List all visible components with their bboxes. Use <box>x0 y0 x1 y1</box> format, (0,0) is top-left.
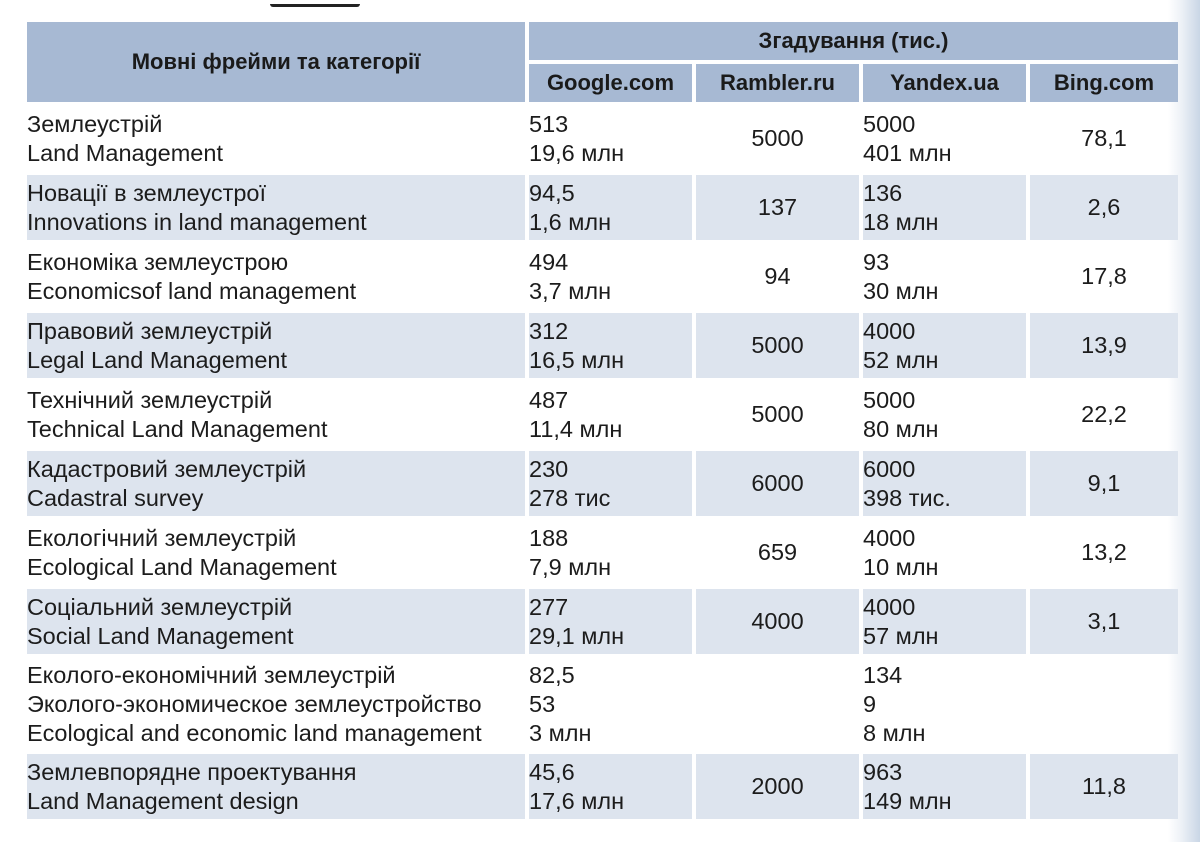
category-cell: Соціальний землеустрій Social Land Management <box>27 589 525 654</box>
rambler-cell: 659 <box>757 539 798 565</box>
category-cell: Правовий землеустрій Legal Land Management <box>27 313 525 378</box>
table-row <box>27 175 1178 240</box>
category-cell: Землевпорядне проектування Land Management design <box>27 754 525 819</box>
rambler-cell: 6000 <box>696 451 859 516</box>
table-row <box>27 520 1178 585</box>
table-row <box>27 658 1178 750</box>
google-cell: 513 19,6 млн <box>529 110 625 166</box>
table-row <box>27 451 1178 516</box>
rambler-cell: 2000 <box>696 754 859 819</box>
cropped-title-fragment <box>270 0 360 7</box>
rambler-cell: 5000 <box>751 401 804 427</box>
category-cell: Екологічний землеустрій Ecological Land Management <box>27 524 337 580</box>
category-header: Мовні фрейми та категорії <box>27 22 525 102</box>
bing-cell: 11,8 <box>1030 754 1178 819</box>
category-cell: Економіка землеустрою Economicsof land management <box>27 248 357 304</box>
table-row <box>27 106 1178 171</box>
rambler-cell: 94 <box>764 263 791 289</box>
google-cell: 82,5 53 3 млн <box>529 661 592 746</box>
table-row <box>27 313 1178 378</box>
category-cell: Технічний землеустрій Technical Land Management <box>27 386 328 442</box>
yandex-cell: 93 30 млн <box>863 248 939 304</box>
rambler-cell: 4000 <box>696 589 859 654</box>
google-cell: 312 16,5 млн <box>529 313 692 378</box>
table-row <box>27 244 1178 309</box>
table-row <box>27 589 1178 654</box>
bing-cell: 22,2 <box>1081 401 1127 427</box>
yandex-cell: 963 149 млн <box>863 754 1026 819</box>
yandex-cell: 4000 52 млн <box>863 313 1026 378</box>
category-cell: Кадастровий землеустрій Cadastral survey <box>27 451 525 516</box>
google-cell: 45,6 17,6 млн <box>529 754 692 819</box>
bing-cell: 9,1 <box>1030 451 1178 516</box>
bing-cell <box>1030 658 1178 750</box>
bing-cell: 13,9 <box>1030 313 1178 378</box>
google-cell: 230 278 тис <box>529 451 692 516</box>
google-cell: 94,5 1,6 млн <box>529 175 692 240</box>
rambler-cell <box>696 658 859 750</box>
yandex-cell: 5000 80 млн <box>863 386 939 442</box>
yandex-cell: 134 9 8 млн <box>863 661 926 746</box>
column-header-bing: Bing.com <box>1030 64 1178 102</box>
column-header-rambler: Rambler.ru <box>696 64 859 102</box>
bing-cell: 78,1 <box>1081 125 1127 151</box>
category-cell: Землеустрій Land Management <box>27 110 223 166</box>
table-row <box>27 754 1178 819</box>
bing-cell: 13,2 <box>1081 539 1127 565</box>
yandex-cell: 136 18 млн <box>863 175 1026 240</box>
table-row <box>27 382 1178 447</box>
google-cell: 188 7,9 млн <box>529 524 612 580</box>
yandex-cell: 5000 401 млн <box>863 110 952 166</box>
column-header-google: Google.com <box>529 64 692 102</box>
rambler-cell: 5000 <box>696 313 859 378</box>
yandex-cell: 4000 57 млн <box>863 589 1026 654</box>
yandex-cell: 6000 398 тис. <box>863 451 1026 516</box>
search-mentions-table <box>23 18 1182 823</box>
category-cell: Еколого-економічний землеустрій Эколого-экономическое землеустройство Ecological and economic land management <box>27 661 482 746</box>
rambler-cell: 5000 <box>751 125 804 151</box>
bing-cell: 2,6 <box>1030 175 1178 240</box>
bing-cell: 3,1 <box>1030 589 1178 654</box>
google-cell: 277 29,1 млн <box>529 589 692 654</box>
column-header-yandex: Yandex.ua <box>863 64 1026 102</box>
bing-cell: 17,8 <box>1081 263 1127 289</box>
mentions-header: Згадування (тис.) <box>529 22 1178 60</box>
yandex-cell: 4000 10 млн <box>863 524 939 580</box>
google-cell: 494 3,7 млн <box>529 248 612 304</box>
google-cell: 487 11,4 млн <box>529 386 623 442</box>
category-cell: Новації в землеустрої Innovations in land management <box>27 175 525 240</box>
rambler-cell: 137 <box>696 175 859 240</box>
